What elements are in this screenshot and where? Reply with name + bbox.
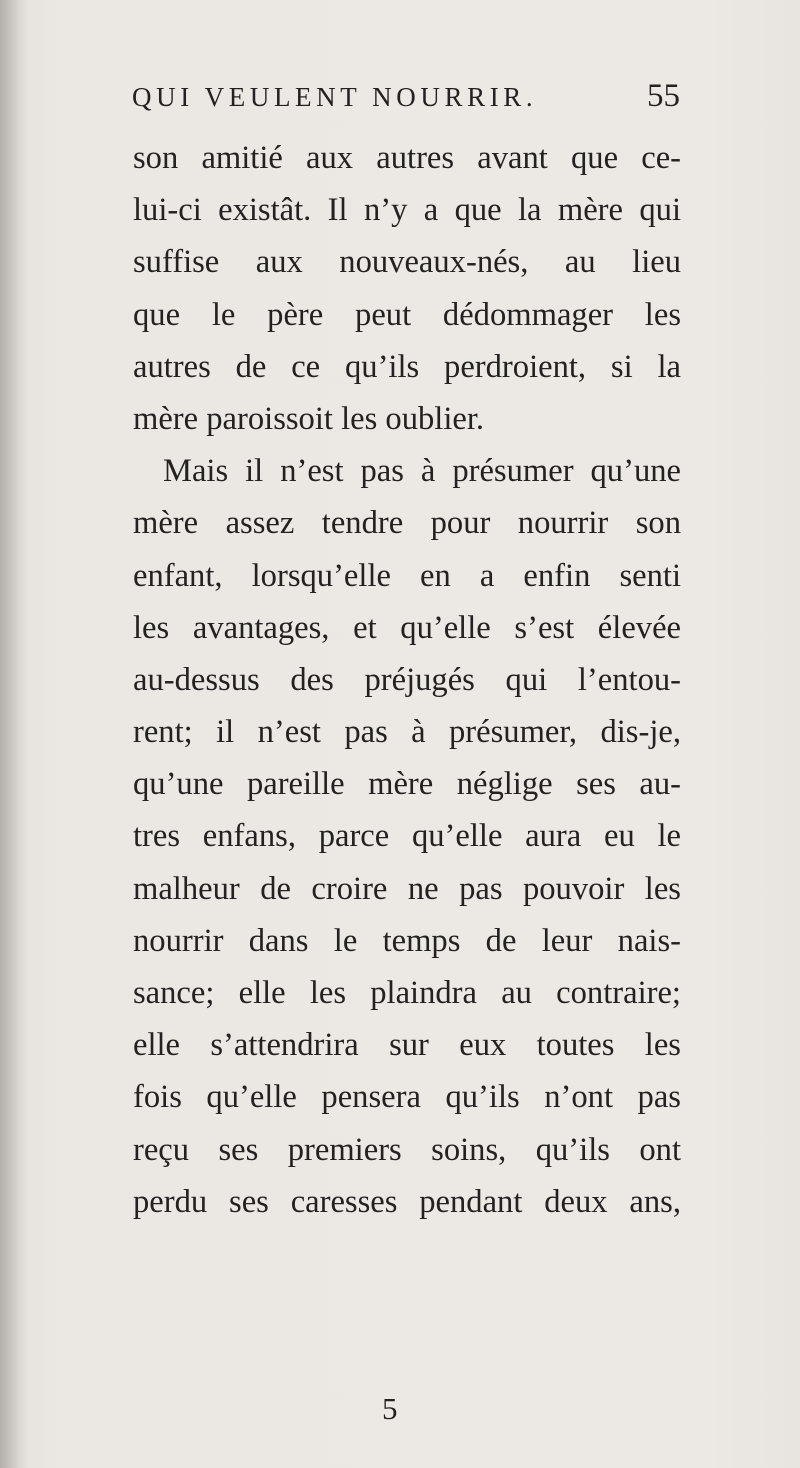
- text-line: lui-ci existât. Il n’y a que la mère qui: [133, 192, 681, 229]
- text-line: malheur de croire ne pas pouvoir les: [133, 870, 681, 907]
- text-line: Mais il n’est pas à présumer qu’une: [163, 453, 681, 490]
- text-line: fois qu’elle pensera qu’ils n’ont pas: [133, 1079, 681, 1116]
- text-line: sance; elle les plaindra au contraire;: [133, 975, 681, 1011]
- text-line: les avantages, et qu’elle s’est élevée: [133, 609, 681, 646]
- spine-shadow: [0, 0, 28, 1468]
- text-line: rent; il n’est pas à présumer, dis-je,: [133, 714, 681, 751]
- text-line: perdu ses caresses pendant deux ans,: [133, 1183, 681, 1220]
- body-text: [133, 132, 681, 1228]
- page-number: 55: [647, 78, 680, 114]
- text-line: mère paroissoit les oublier.: [133, 400, 485, 437]
- text-line: reçu ses premiers soins, qu’ils ont: [133, 1131, 681, 1168]
- text-line: que le père peut dédommager les: [133, 296, 681, 333]
- text-line: autres de ce qu’ils perdroient, si la: [133, 348, 681, 385]
- text-line: mère assez tendre pour nourrir son: [133, 505, 681, 542]
- text-line: nourrir dans le temps de leur nais-: [133, 922, 681, 959]
- text-line: suffise aux nouveaux-nés, au lieu: [133, 244, 681, 281]
- text-line: son amitié aux autres avant que ce-: [133, 140, 681, 176]
- page-header: [132, 78, 680, 122]
- signature-mark: 5: [382, 1391, 398, 1426]
- text-line: qu’une pareille mère néglige ses au-: [133, 766, 681, 803]
- running-head: QUI VEULENT NOURRIR.: [132, 82, 538, 112]
- text-line: enfant, lorsqu’elle en a enfin senti: [133, 557, 681, 594]
- text-line: elle s’attendrira sur eux toutes les: [133, 1027, 681, 1064]
- text-line: au-dessus des préjugés qui l’entou-: [133, 661, 681, 698]
- text-line: tres enfans, parce qu’elle aura eu le: [133, 818, 681, 855]
